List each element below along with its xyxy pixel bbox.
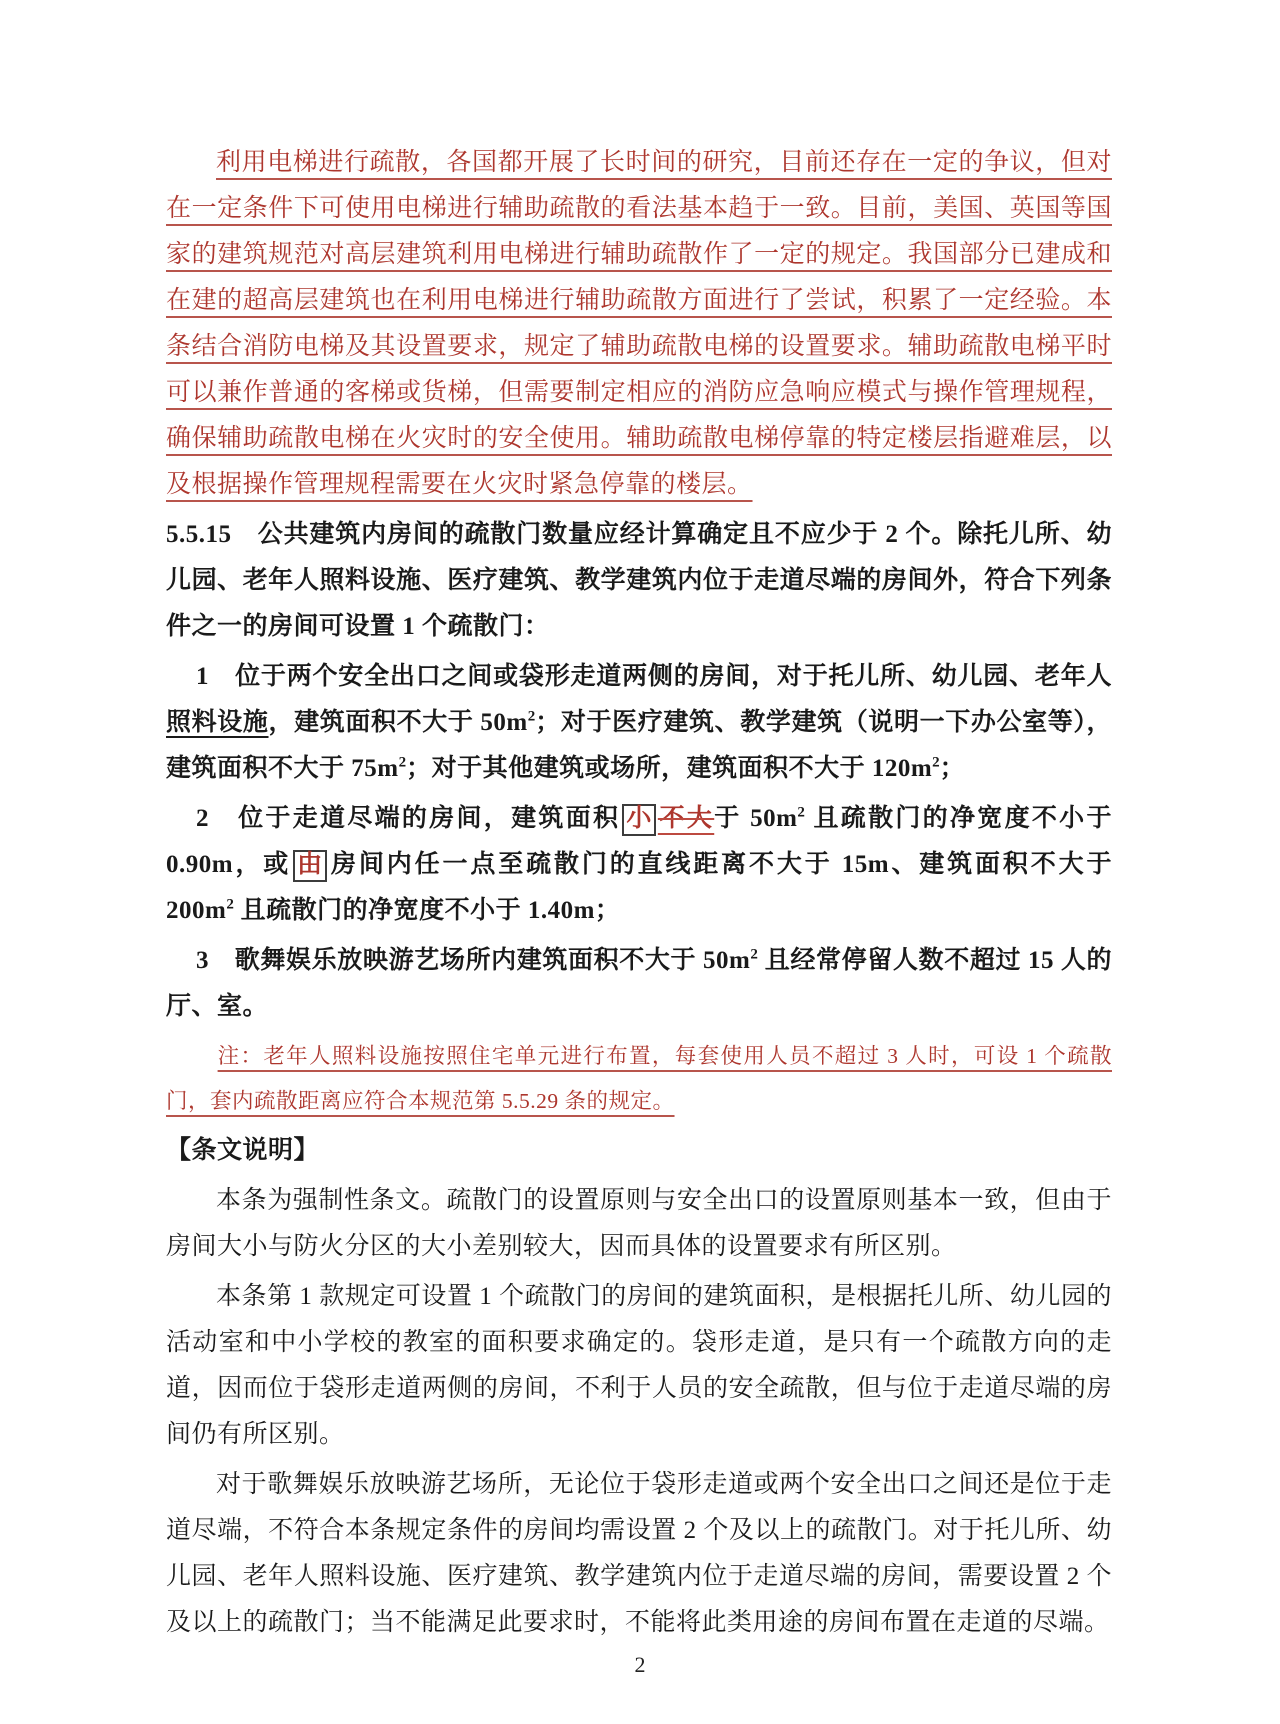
text-run: 对于歌舞娱乐放映游艺场所，无论位于袋形走道或两个安全出口之间还是位于走道尽端，不符合本条规定条件的房间均需设置 2 个及以上的疏散门。对于托儿所、幼儿园、老年人照料设施、医疗建筑、教学建筑内位于走道尽端的房间，需要设置 2 个及以上的疏散门；当不能满足此要求时，不能将此类用途的房间布置在走道的尽端。 (166, 1471, 1112, 1636)
text-run-ins-box: 小 (622, 804, 656, 836)
provision-note (166, 1034, 1112, 1124)
text-run: 1 位于两个安全出口之间或袋形走道两侧的房间，对于托儿所、幼儿园、老年人 (196, 663, 1112, 690)
commentary-paragraph-3 (166, 1462, 1112, 1646)
text-run: 注：老年人照料设施按照住宅单元进行布置，每套使用人员不超过 3 人时，可设 1 个疏散门，套内疏散距离应符合本规范第 5.5.29 条的规定。 (166, 1044, 1112, 1113)
text-run: 且经常停留人数不超过 15 人的厅、室。 (166, 947, 1112, 1020)
page-number: 2 (634, 1652, 646, 1677)
provision-item-3 (166, 938, 1112, 1030)
text-run-sup: 2 (797, 804, 805, 821)
text-run: 房间内任一点至疏散门的直线距离不大于 15m、建筑面积不大于 200m (166, 851, 1119, 924)
text-run: ； (939, 755, 966, 782)
commentary-paragraph-2 (166, 1274, 1112, 1458)
provision-item-2 (166, 796, 1119, 934)
text-run-sup: 2 (398, 754, 407, 771)
text-run: 且疏散门的净宽度不小于 0.90m，或 (166, 805, 1119, 878)
text-run: ，建筑面积不大于 50m (268, 709, 528, 736)
text-run: 本条第 1 款规定可设置 1 个疏散门的房间的建筑面积，是根据托儿所、幼儿园的活动室和中小学校的教室的面积要求确定的。袋形走道，是只有一个疏散方向的走道，因而位于袋形走道两侧的房间，不利于人员的安全疏散，但与位于走道尽端的房间仍有所区别。 (166, 1283, 1112, 1448)
text-run: 2 位于走道尽端的房间，建筑面积 (196, 805, 621, 832)
text-run-sup: 2 (527, 708, 536, 725)
text-run-sup: 2 (226, 896, 234, 913)
text-run-del: 不大 (657, 805, 715, 832)
commentary-paragraph-1 (166, 1178, 1112, 1270)
text-run: 于 50m (714, 805, 798, 832)
text-run: 【条文说明】 (166, 1137, 320, 1164)
text-run-sup: 2 (932, 754, 940, 771)
text-run-sup: 2 (750, 946, 758, 963)
text-run: 本条为强制性条文。疏散门的设置原则与安全出口的设置原则基本一致，但由于房间大小与防火分区的大小差别较大，因而具体的设置要求有所区别。 (166, 1187, 1112, 1260)
text-run: 3 歌舞娱乐放映游艺场所内建筑面积不大于 50m (196, 947, 751, 974)
text-run: 且疏散门的净宽度不小于 1.40m； (233, 897, 621, 924)
text-run: 利用电梯进行疏散，各国都开展了长时间的研究，目前还存在一定的争议，但对在一定条件下可使用电梯进行辅助疏散的看法基本趋于一致。目前，美国、英国等国家的建筑规范对高层建筑利用电梯进行辅助疏散作了一定的规定。我国部分已建成和在建的超高层建筑也在利用电梯进行辅助疏散方面进行了尝试，积累了一定经验。本条结合消防电梯及其设置要求，规定了辅助疏散电梯的设置要求。辅助疏散电梯平时可以兼作普通的客梯或货梯，但需要制定相应的消防应急响应模式与操作管理规程，确保辅助疏散电梯在火灾时的安全使用。辅助疏散电梯停靠的特定楼层指避难层，以及根据操作管理规程需要在火灾时紧急停靠的楼层。 (166, 149, 1112, 498)
document-body (166, 140, 1119, 1650)
text-run-ins-box: 由 (293, 850, 327, 882)
revision-commentary-paragraph (166, 140, 1112, 508)
text-run: ；对于医疗建筑、教学建筑（说明一下办公室等），建筑面积不大于 75m (166, 709, 1112, 782)
text-run: 5.5.15 (166, 521, 232, 548)
provision-5-5-15 (166, 512, 1112, 650)
text-run: 公共建筑内房间的疏散门数量应经计算确定且不应少于 2 个。除托儿所、幼儿园、老年人照料设施、医疗建筑、教学建筑内位于走道尽端的房间外，符合下列条件之一的房间可设置 1 个疏散门： (166, 521, 1112, 640)
text-run: ；对于其他建筑或场所，建筑面积不大于 120m (406, 755, 933, 782)
provision-item-1 (166, 654, 1112, 792)
commentary-heading (166, 1128, 1112, 1174)
text-run-u: 照料设施 (166, 709, 269, 736)
